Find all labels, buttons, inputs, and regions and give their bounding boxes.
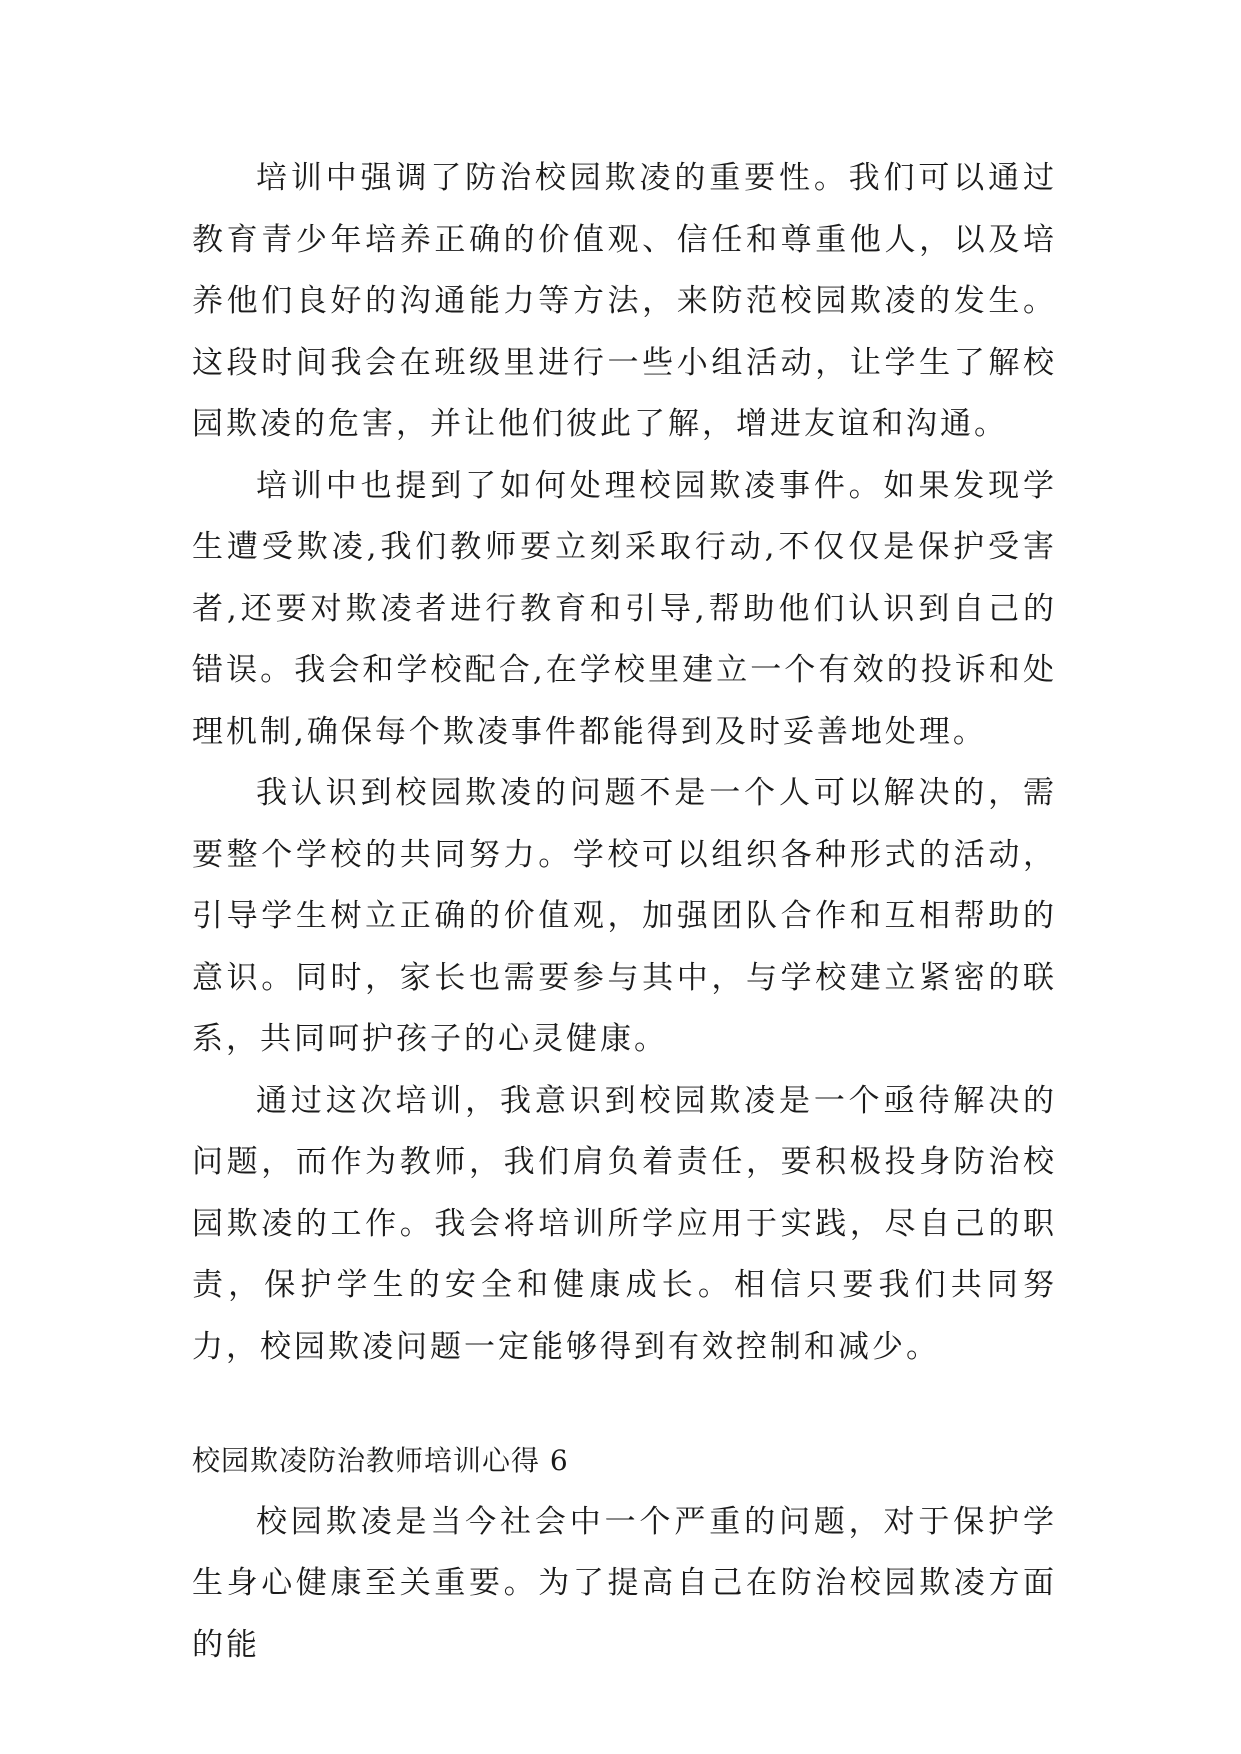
- paragraph-importance: 培训中强调了防治校园欺凌的重要性。我们可以通过教育青少年培养正确的价值观、信任和尊重他人，以及培养他们良好的沟通能力等方法，来防范校园欺凌的发生。这段时间我会在班级里进行一些小组活动，让学生了解校园欺凌的危害，并让他们彼此了解，增进友谊和沟通。: [192, 160, 1057, 442]
- document-page: [192, 148, 1057, 1676]
- section-spacer: [192, 1378, 1057, 1430]
- paragraph-school-effort: 我认识到校园欺凌的问题不是一个人可以解决的，需要整个学校的共同努力。学校可以组织各种形式的活动，引导学生树立正确的价值观，加强团队合作和互相帮助的意识。同时，家长也需要参与其中，与学校建立紧密的联系，共同呵护孩子的心灵健康。: [192, 775, 1057, 1057]
- paragraph-handling: 培训中也提到了如何处理校园欺凌事件。如果发现学生遭受欺凌,我们教师要立刻采取行动,不仅仅是保护受害者,还要对欺凌者进行教育和引导,帮助他们认识到自己的错误。我会和学校配合,在学校里建立一个有效的投诉和处理机制,确保每个欺凌事件都能得到及时妥善地处理。: [192, 467, 1057, 750]
- paragraph-section-intro: 校园欺凌是当今社会中一个严重的问题，对于保护学生身心健康至关重要。为了提高自己在防治校园欺凌方面的能: [192, 1503, 1057, 1663]
- paragraph-conclusion: 通过这次培训，我意识到校园欺凌是一个亟待解决的问题，而作为教师，我们肩负着责任，要积极投身防治校园欺凌的工作。我会将培训所学应用于实践，尽自己的职责，保护学生的安全和健康成长。相信只要我们共同努力，校园欺凌问题一定能够得到有效控制和减少。: [192, 1082, 1057, 1365]
- section-heading: 校园欺凌防治教师培训心得 6: [192, 1444, 569, 1477]
